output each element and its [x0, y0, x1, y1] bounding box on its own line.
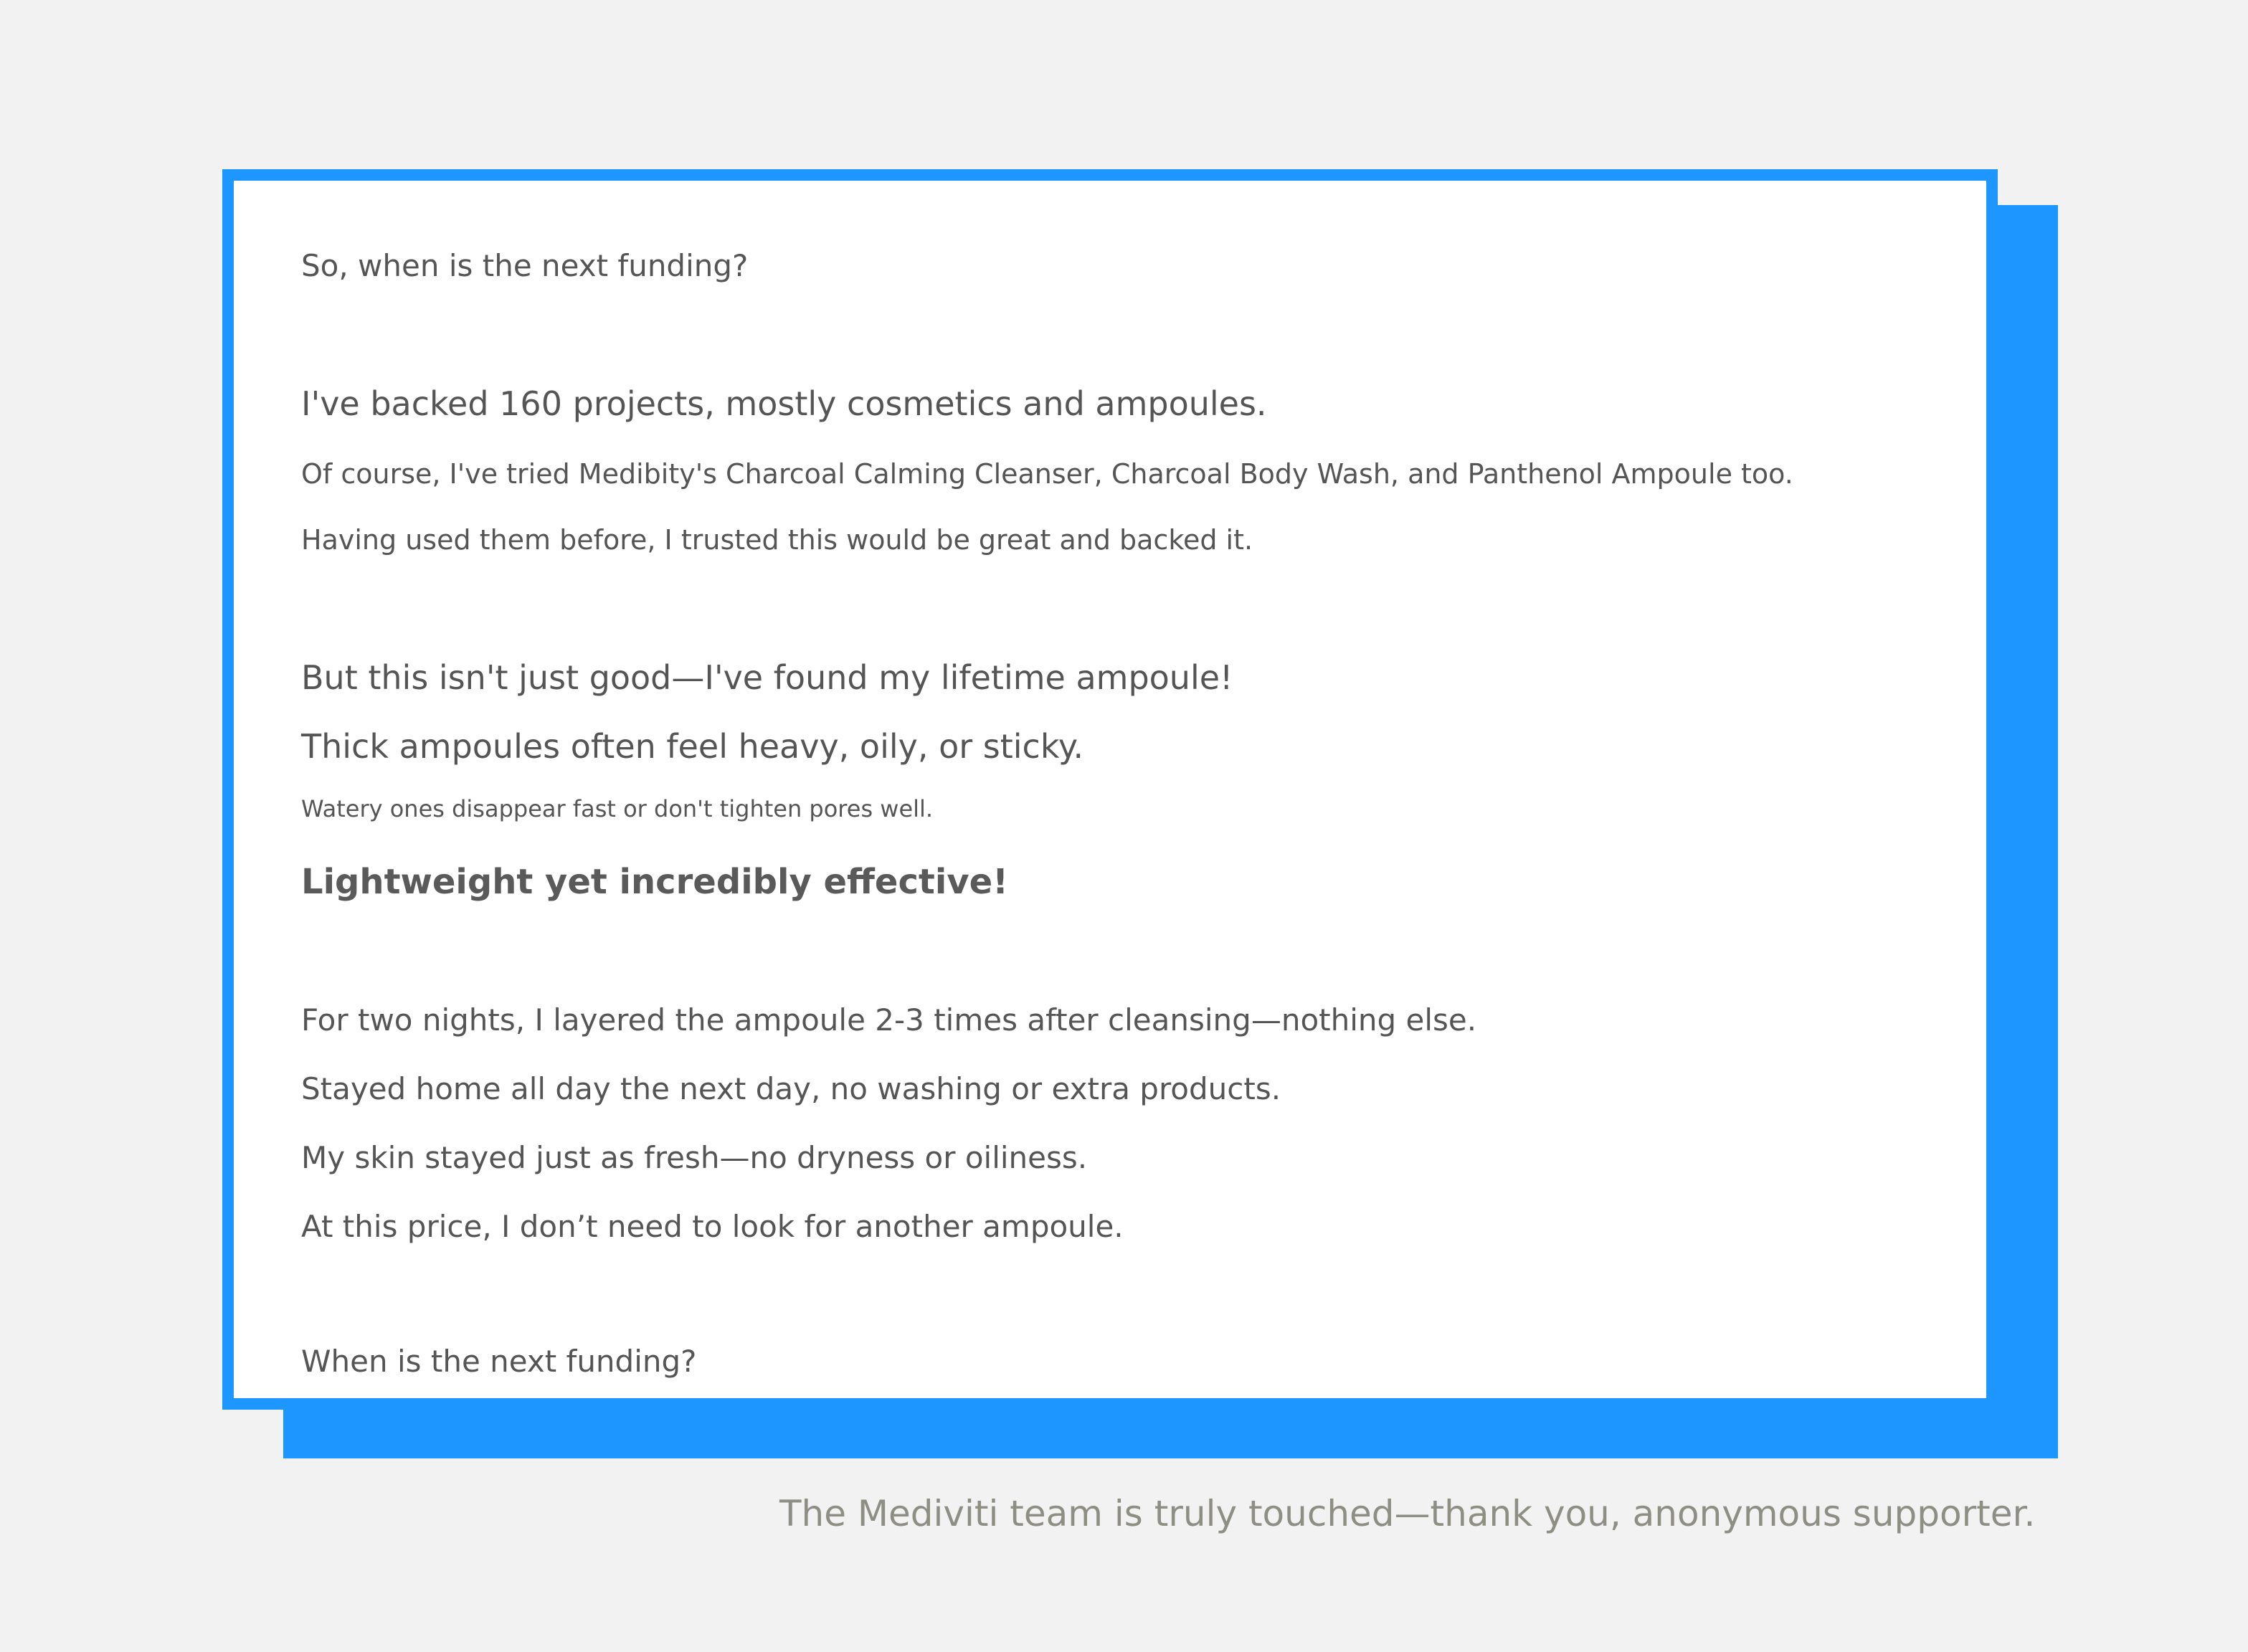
review-line-tried-products: Of course, I've tried Medibity's Charcoal Calming Cleanser, Charcoal Body Wash, and Panthenol Ampoule too.: [301, 458, 1793, 490]
review-line-skin-fresh: My skin stayed just as fresh—no dryness or oiliness.: [301, 1140, 1088, 1175]
review-line-stayed-home: Stayed home all day the next day, no washing or extra products.: [301, 1071, 1281, 1106]
review-line-watery-ones: Watery ones disappear fast or don't tighten pores well.: [301, 795, 934, 822]
review-line-trusted: Having used them before, I trusted this would be great and backed it.: [301, 524, 1253, 556]
review-line-at-this-price: At this price, I don’t need to look for another ampoule.: [301, 1209, 1124, 1244]
review-line-backed-projects: I've backed 160 projects, mostly cosmetics and ampoules.: [301, 384, 1267, 423]
review-line-thick-ampoules: Thick ampoules often feel heavy, oily, or sticky.: [301, 727, 1084, 766]
review-line-opening-question: So, when is the next funding?: [301, 248, 749, 283]
team-caption: The Mediviti team is truly touched—thank you, anonymous supporter.: [779, 1493, 2036, 1534]
review-line-lifetime-ampoule: But this isn't just good—I've found my lifetime ampoule!: [301, 658, 1233, 697]
review-line-closing-question: When is the next funding?: [301, 1344, 697, 1379]
review-line-two-nights: For two nights, I layered the ampoule 2-3 times after cleansing—nothing else.: [301, 1002, 1477, 1038]
review-line-highlight: Lightweight yet incredibly effective!: [301, 862, 1009, 902]
